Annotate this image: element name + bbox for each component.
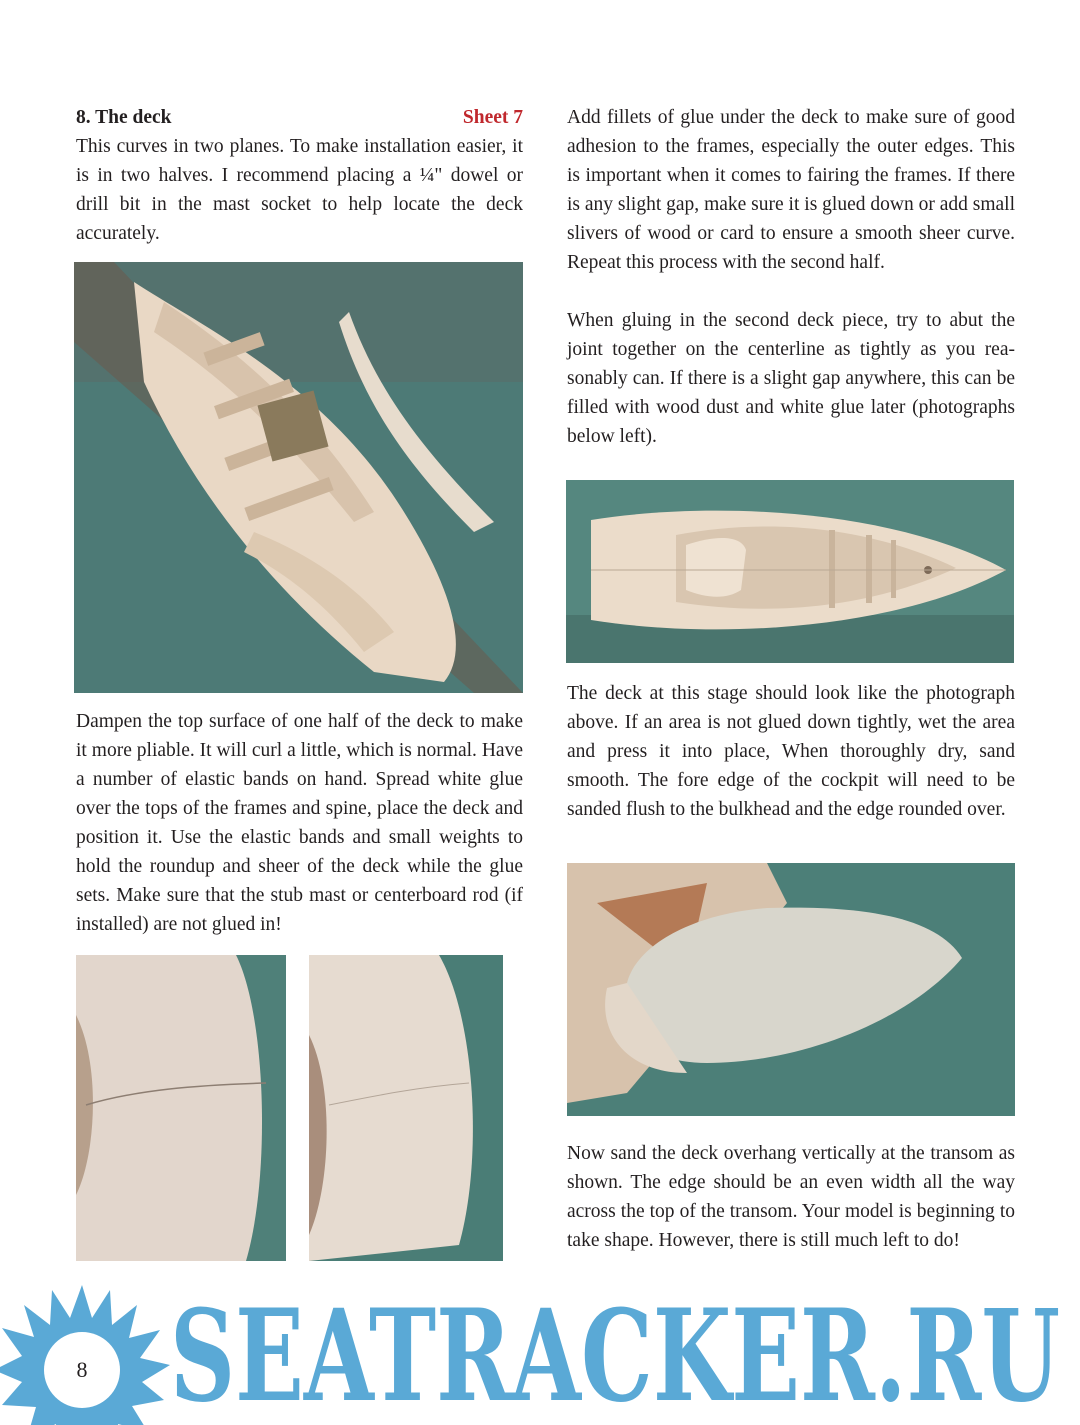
left-column-middle (76, 707, 523, 939)
photo-deck-joint-gap (76, 955, 286, 1261)
sheet-reference: Sheet 7 (462, 107, 523, 128)
fillets-paragraph: Add fillets of glue under the deck to make sure of good adhesion to the frames, especially the outer edges. This is important when it comes to fairing the frames. If there is any slight gap, make sure it is glued down or add small slivers of wood or card to ensure a smooth sheer curve. Repeat this process with the second half. (567, 107, 1015, 273)
dampen-paragraph: Dampen the top surface of one half of the deck to make it more pliable. It will curl a little, which is normal. Have a number of elastic bands on hand. Spread white glue over the tops of the frames and spine, place the deck and position it. Use the elastic bands and small weights to hold the roundup and sheer of the deck while the glue sets. Make sure that the stub mast or centerboard rod (if installed) are not glued in! (76, 711, 523, 935)
right-column-bottom (567, 1139, 1015, 1255)
second-piece-paragraph: When gluing in the second deck piece, try to abut the joint together on the centerline as tightly as you reasonably can. If there is a slight gap anywhere, this can be filled with wood dust and white glue later (photographs below left). (567, 310, 1015, 447)
photo-deck-joint-filled (309, 955, 503, 1261)
section-heading: 8. The deck (76, 107, 172, 128)
left-column-top (76, 103, 523, 248)
photo-hull-frames (74, 262, 523, 693)
right-column-top (567, 103, 1015, 451)
watermark-text: SEATRACKER.RU (170, 1282, 1060, 1422)
watermark-logo (165, 1282, 1065, 1422)
photo-transom-overhang (567, 863, 1015, 1116)
sand-paragraph: Now sand the deck overhang vertically at the transom as shown. The edge should be an even width all the way across the top of the transom. Your model is beginning to take shape. However, there is still much left to do! (567, 1143, 1015, 1251)
page-number: 8 (76, 1357, 88, 1382)
intro-paragraph: This curves in two planes. To make installation easier, it is in two halves. I recommend placing a ¼" dowel or drill bit in the mast socket to help locate the deck accurately. (76, 136, 523, 244)
photo-hull-top-view (566, 480, 1014, 663)
stage-paragraph: The deck at this stage should look like the photograph above. If an area is not glued down tightly, wet the area and press it into place, When thoroughly dry, sand smooth. The fore edge of the cockpit will need to be sanded flush to the bulkhead and the edge rounded over. (567, 683, 1015, 820)
right-column-middle (567, 679, 1015, 824)
section-heading-row (76, 103, 523, 132)
